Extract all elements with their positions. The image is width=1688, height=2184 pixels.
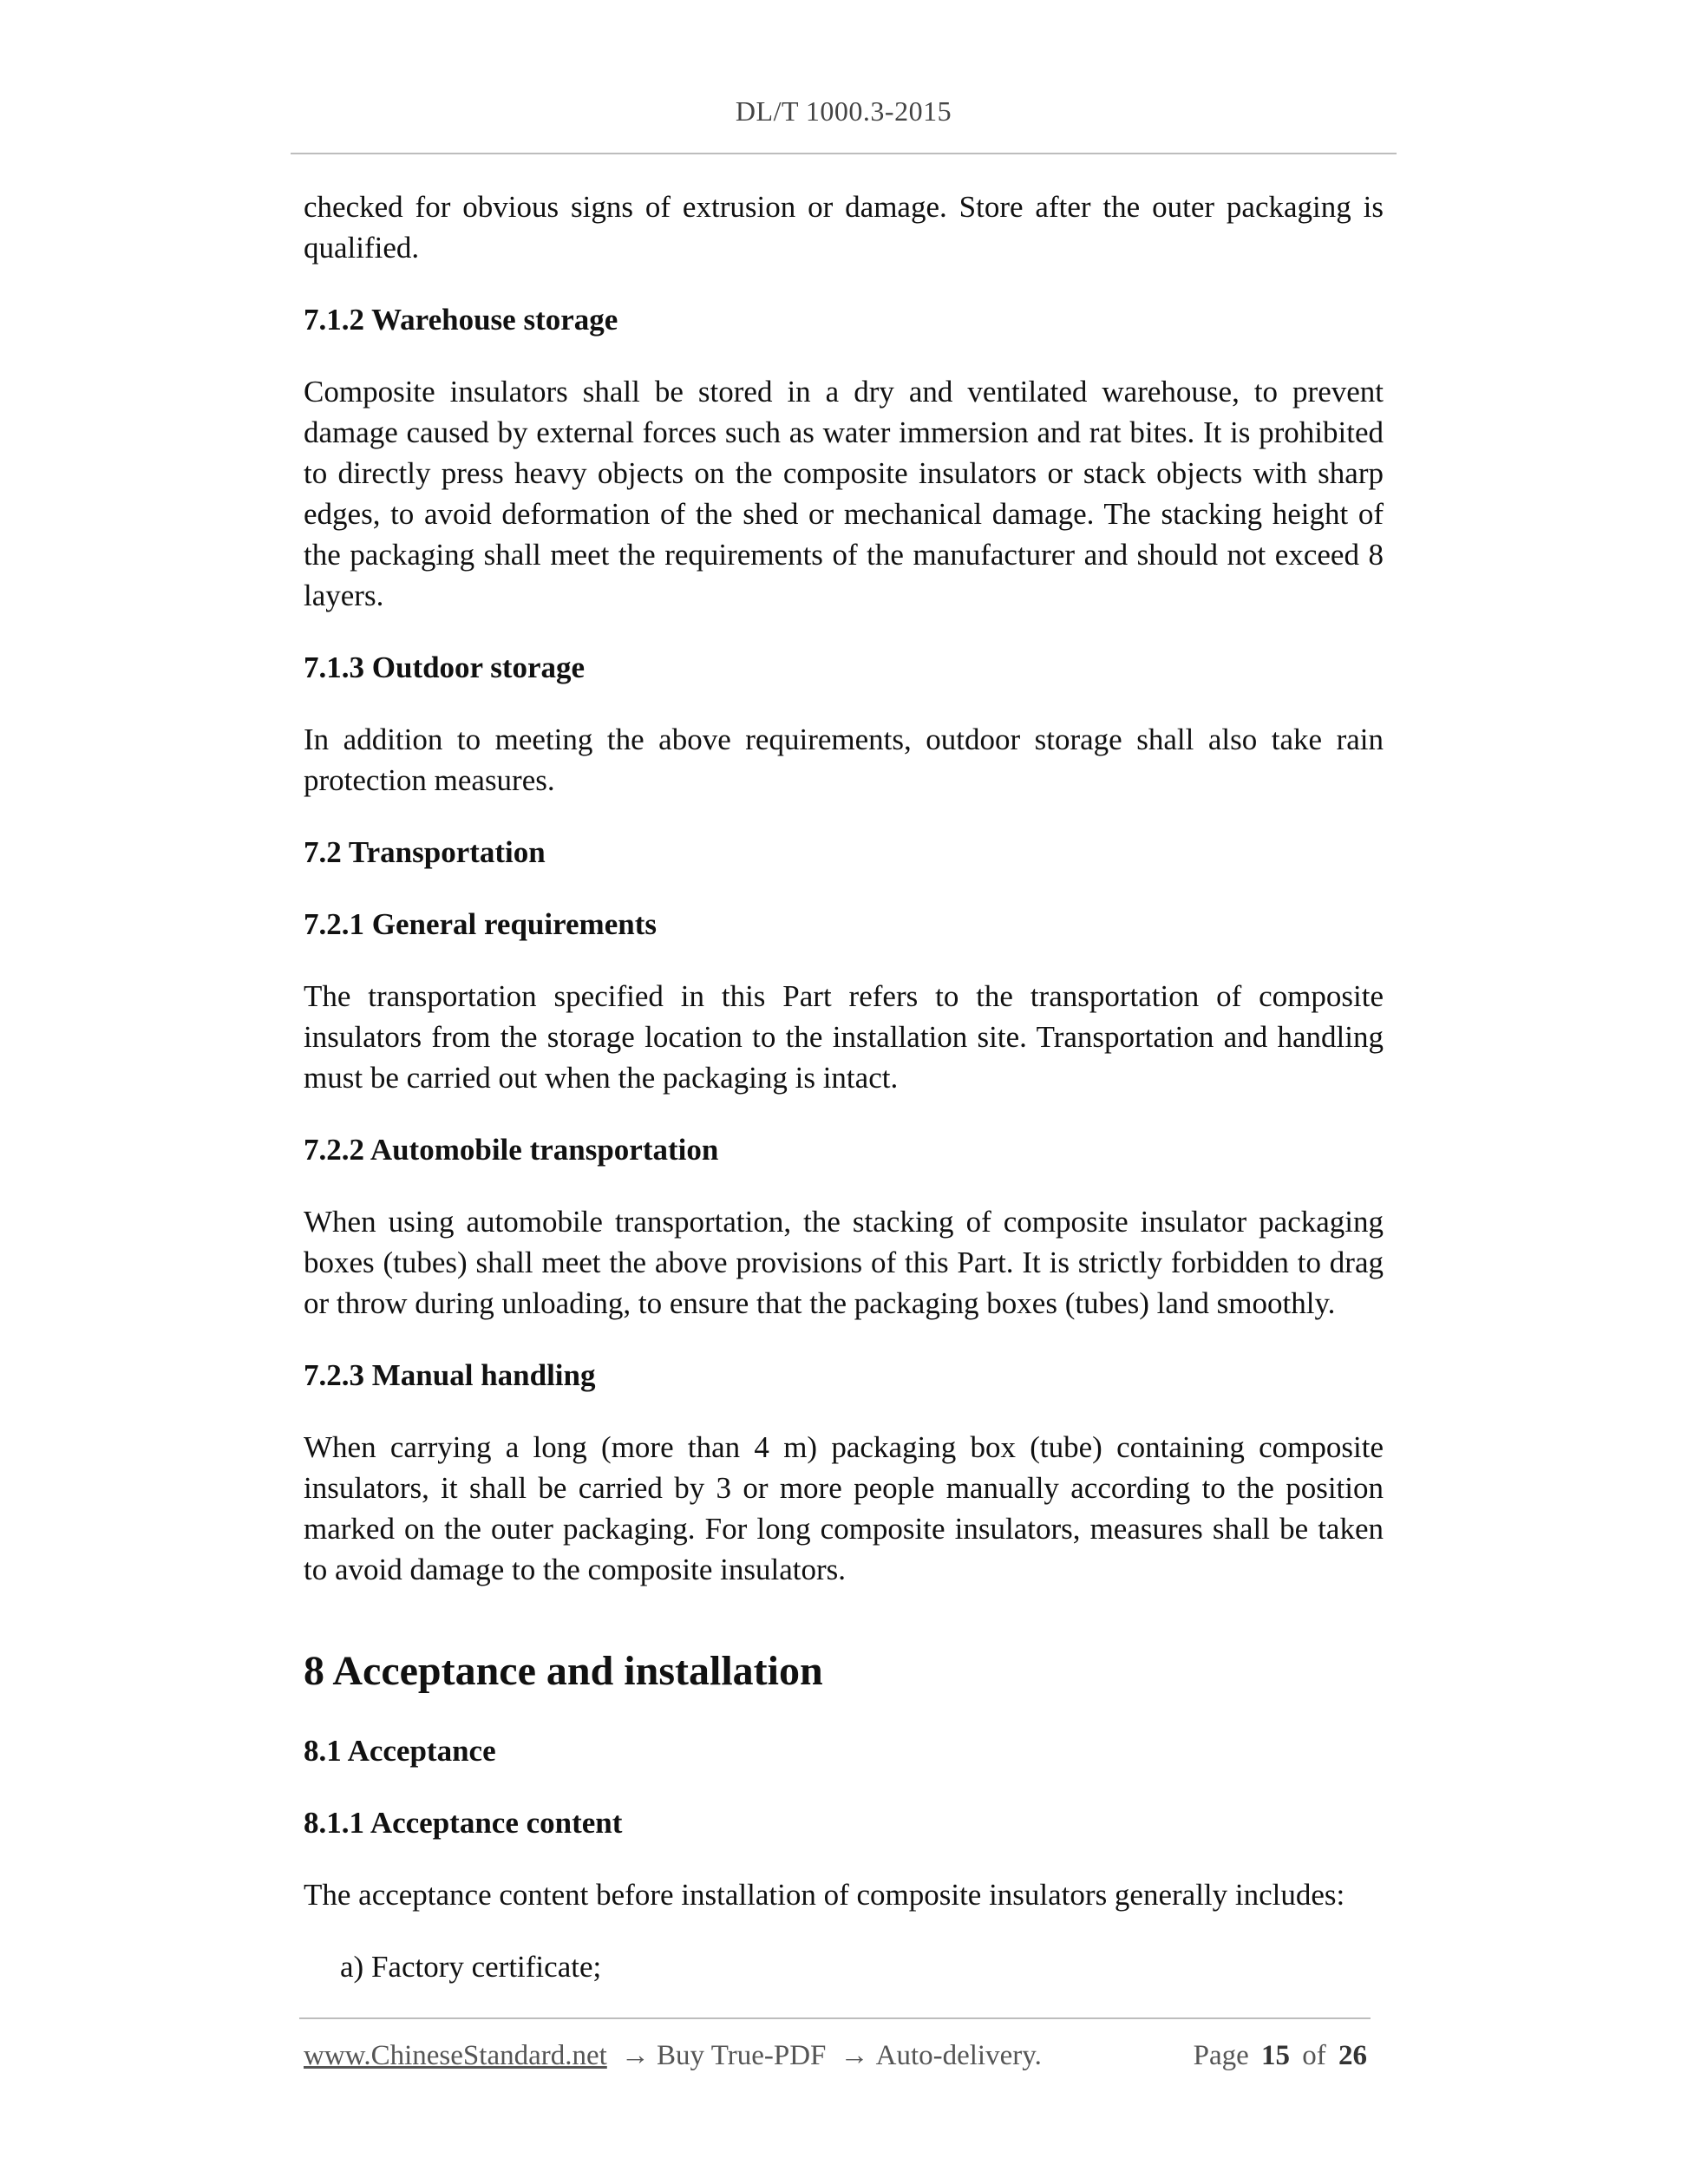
delivery-text: Auto-delivery. [875,2040,1042,2071]
buy-text: Buy True-PDF [657,2040,827,2071]
page-total: 26 [1338,2040,1367,2071]
paragraph-manual-handling: When carrying a long (more than 4 m) packaging box (tube) containing composite insulators, it shall be carried by 3 or more people manually according to the position marked on the outer packaging. For long composite insulators, measures shall be taken to avoid damage to the composite insulators. [304,1430,1384,1586]
footer-promo [304,2040,1042,2072]
paragraph-acceptance-content: The acceptance content before installation of composite insulators generally includes: [304,1878,1345,1912]
paragraph-automobile-transportation: When using automobile transportation, the stacking of composite insulator packaging boxes (tubes) shall meet the above provisions of this Part. It is strictly forbidden to drag or throw during unloading, to ensure that the packaging boxes (tubes) land smoothly. [304,1205,1384,1320]
page-indicator [1194,2040,1372,2072]
header-divider [291,153,1397,154]
heading-7-1-2: 7.1.2 Warehouse storage [304,303,618,337]
heading-8: 8 Acceptance and installation [304,1648,823,1694]
footer-divider [299,2017,1371,2019]
heading-7-2-2: 7.2.2 Automobile transportation [304,1133,719,1167]
page-label: Page [1193,2040,1249,2071]
paragraph-outdoor-storage: In addition to meeting the above requirements, outdoor storage shall also take rain protection measures. [304,723,1384,797]
heading-7-2-3: 7.2.3 Manual handling [304,1358,596,1392]
arrow-right-icon: → [840,2040,869,2071]
heading-8-1: 8.1 Acceptance [304,1734,496,1768]
site-link[interactable]: www.ChineseStandard.net [304,2040,607,2071]
page-current: 15 [1261,2040,1290,2071]
heading-7-2: 7.2 Transportation [304,835,546,869]
document-body [304,186,1384,2018]
heading-7-2-1: 7.2.1 General requirements [304,907,657,941]
page-of: of [1302,2040,1326,2071]
heading-7-1-3: 7.1.3 Outdoor storage [304,651,586,684]
paragraph-general-requirements: The transportation specified in this Part refers to the transportation of composite insulators from the storage location to the installation site. Transportation and handling must be carried out when the packaging is intact. [304,979,1384,1095]
document-header: DL/T 1000.3-2015 [735,95,952,127]
list-item-a: a) Factory certificate; [340,1950,602,1984]
paragraph-storage-check: checked for obvious signs of extrusion or damage. Store after the outer packaging is qualified. [304,190,1384,265]
arrow-right-icon: → [621,2040,651,2071]
paragraph-warehouse-storage: Composite insulators shall be stored in a dry and ventilated warehouse, to prevent damage caused by external forces such as water immersion and rat bites. It is prohibited to directly press heavy objects on the composite insulators or stack objects with sharp edges, to avoid deformation of the shed or mechanical damage. The stacking height of the packaging shall meet the requirements of the manufacturer and should not exceed 8 layers. [304,375,1384,612]
heading-8-1-1: 8.1.1 Acceptance content [304,1806,623,1840]
page-footer [304,2040,1372,2072]
